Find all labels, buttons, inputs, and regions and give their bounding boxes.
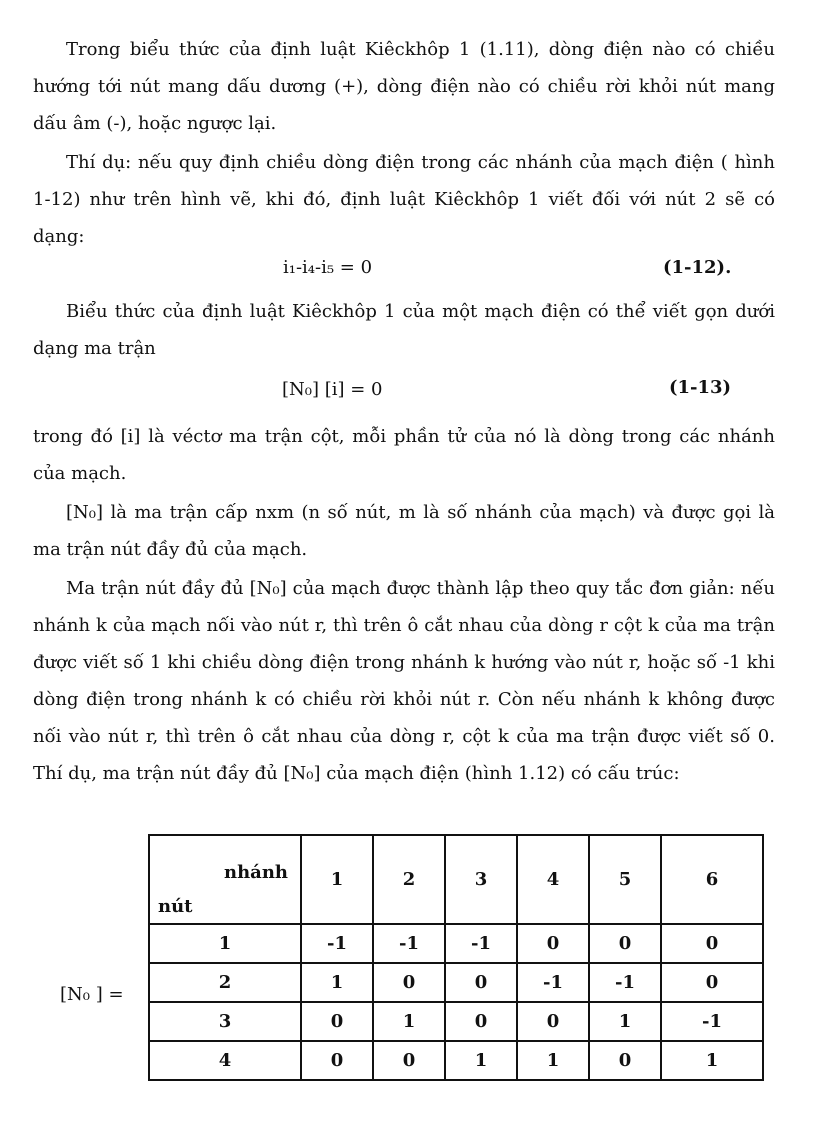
- matrix-cell: 1: [517, 1041, 589, 1080]
- matrix-cell: 0: [445, 963, 517, 1002]
- matrix-cell: 1: [373, 1002, 445, 1041]
- matrix-cell: -1: [445, 924, 517, 963]
- paragraph-4: trong đó [i] là véctơ ma trận cột, mỗi phần tử của nó là dòng trong các nhánh của mạch.: [33, 426, 775, 484]
- matrix-header-row: [149, 835, 763, 924]
- matrix-cell: 0: [373, 963, 445, 1002]
- matrix-cell: 0: [517, 924, 589, 963]
- equation-1-13: [N₀] [i] = 0: [282, 379, 383, 400]
- corner-branch-label: nhánh: [223, 862, 288, 883]
- equation-1-12-number: (1-12).: [663, 257, 732, 278]
- row-node-label: 4: [149, 1041, 301, 1080]
- matrix-row: [149, 1002, 763, 1041]
- matrix-cell: 0: [301, 1002, 373, 1041]
- matrix-cell: -1: [373, 924, 445, 963]
- matrix-cell: 0: [445, 1002, 517, 1041]
- column-header: 4: [517, 835, 589, 924]
- matrix-cell: -1: [589, 963, 661, 1002]
- row-node-label: 3: [149, 1002, 301, 1041]
- matrix-corner-cell: [149, 835, 301, 924]
- matrix-cell: 0: [661, 963, 763, 1002]
- equation-1-13-number: (1-13): [669, 377, 732, 398]
- column-header: 2: [373, 835, 445, 924]
- matrix-cell: 1: [589, 1002, 661, 1041]
- corner-node-label: nút: [158, 896, 193, 917]
- matrix-cell: 1: [661, 1041, 763, 1080]
- matrix-cell: 0: [589, 1041, 661, 1080]
- column-header: 6: [661, 835, 763, 924]
- paragraph-3: Biểu thức của định luật Kiêckhôp 1 của một mạch điện có thể viết gọn dưới dạng ma trận: [33, 301, 775, 359]
- matrix-cell: 0: [517, 1002, 589, 1041]
- matrix-row: [149, 963, 763, 1002]
- node-matrix-table: [148, 834, 764, 1081]
- paragraph-6: Ma trận nút đầy đủ [N₀] của mạch được thành lập theo quy tắc đơn giản: nếu nhánh k của mạch nối vào nút r, thì trên ô cắt nhau của dòng r cột k của ma trận được viết số 1 khi chiều dòng điện trong nhánh k hướng vào nút r, hoặc số -1 khi dòng điện trong nhánh k có chiều rời khỏi nút r. Còn nếu nhánh k không được nối vào nút r, thì trên ô cắt nhau của dòng r, cột k của ma trận được viết số 0. Thí dụ, ma trận nút đầy đủ [N₀] của mạch điện (hình 1.12) có cấu trúc:: [33, 578, 775, 784]
- equation-1-12: i₁-i₄-i₅ = 0: [283, 257, 373, 278]
- matrix-cell: 0: [373, 1041, 445, 1080]
- matrix-cell: -1: [661, 1002, 763, 1041]
- paragraph-1: Trong biểu thức của định luật Kiêckhôp 1 (1.11), dòng điện nào có chiều hướng tới nút mang dấu dương (+), dòng điện nào có chiều rời khỏi nút mang dấu âm (-), hoặc ngược lại.: [33, 39, 775, 134]
- paragraph-5: [N₀] là ma trận cấp nxm (n số nút, m là số nhánh của mạch) và được gọi là ma trận nút đầy đủ của mạch.: [33, 502, 775, 560]
- matrix-row: [149, 924, 763, 963]
- column-header: 3: [445, 835, 517, 924]
- paragraph-2: Thí dụ: nếu quy định chiều dòng điện trong các nhánh của mạch điện ( hình 1-12) như trên hình vẽ, khi đó, định luật Kiêckhôp 1 viết đối với nút 2 sẽ có dạng:: [33, 152, 775, 247]
- column-header: 5: [589, 835, 661, 924]
- matrix-cell: -1: [517, 963, 589, 1002]
- matrix-cell: -1: [301, 924, 373, 963]
- column-header: 1: [301, 835, 373, 924]
- matrix-cell: 0: [589, 924, 661, 963]
- matrix-cell: 0: [661, 924, 763, 963]
- matrix-row: [149, 1041, 763, 1080]
- row-node-label: 2: [149, 963, 301, 1002]
- row-node-label: 1: [149, 924, 301, 963]
- matrix-label: [N₀ ] =: [60, 984, 124, 1005]
- matrix-cell: 1: [445, 1041, 517, 1080]
- matrix-cell: 0: [301, 1041, 373, 1080]
- matrix-cell: 1: [301, 963, 373, 1002]
